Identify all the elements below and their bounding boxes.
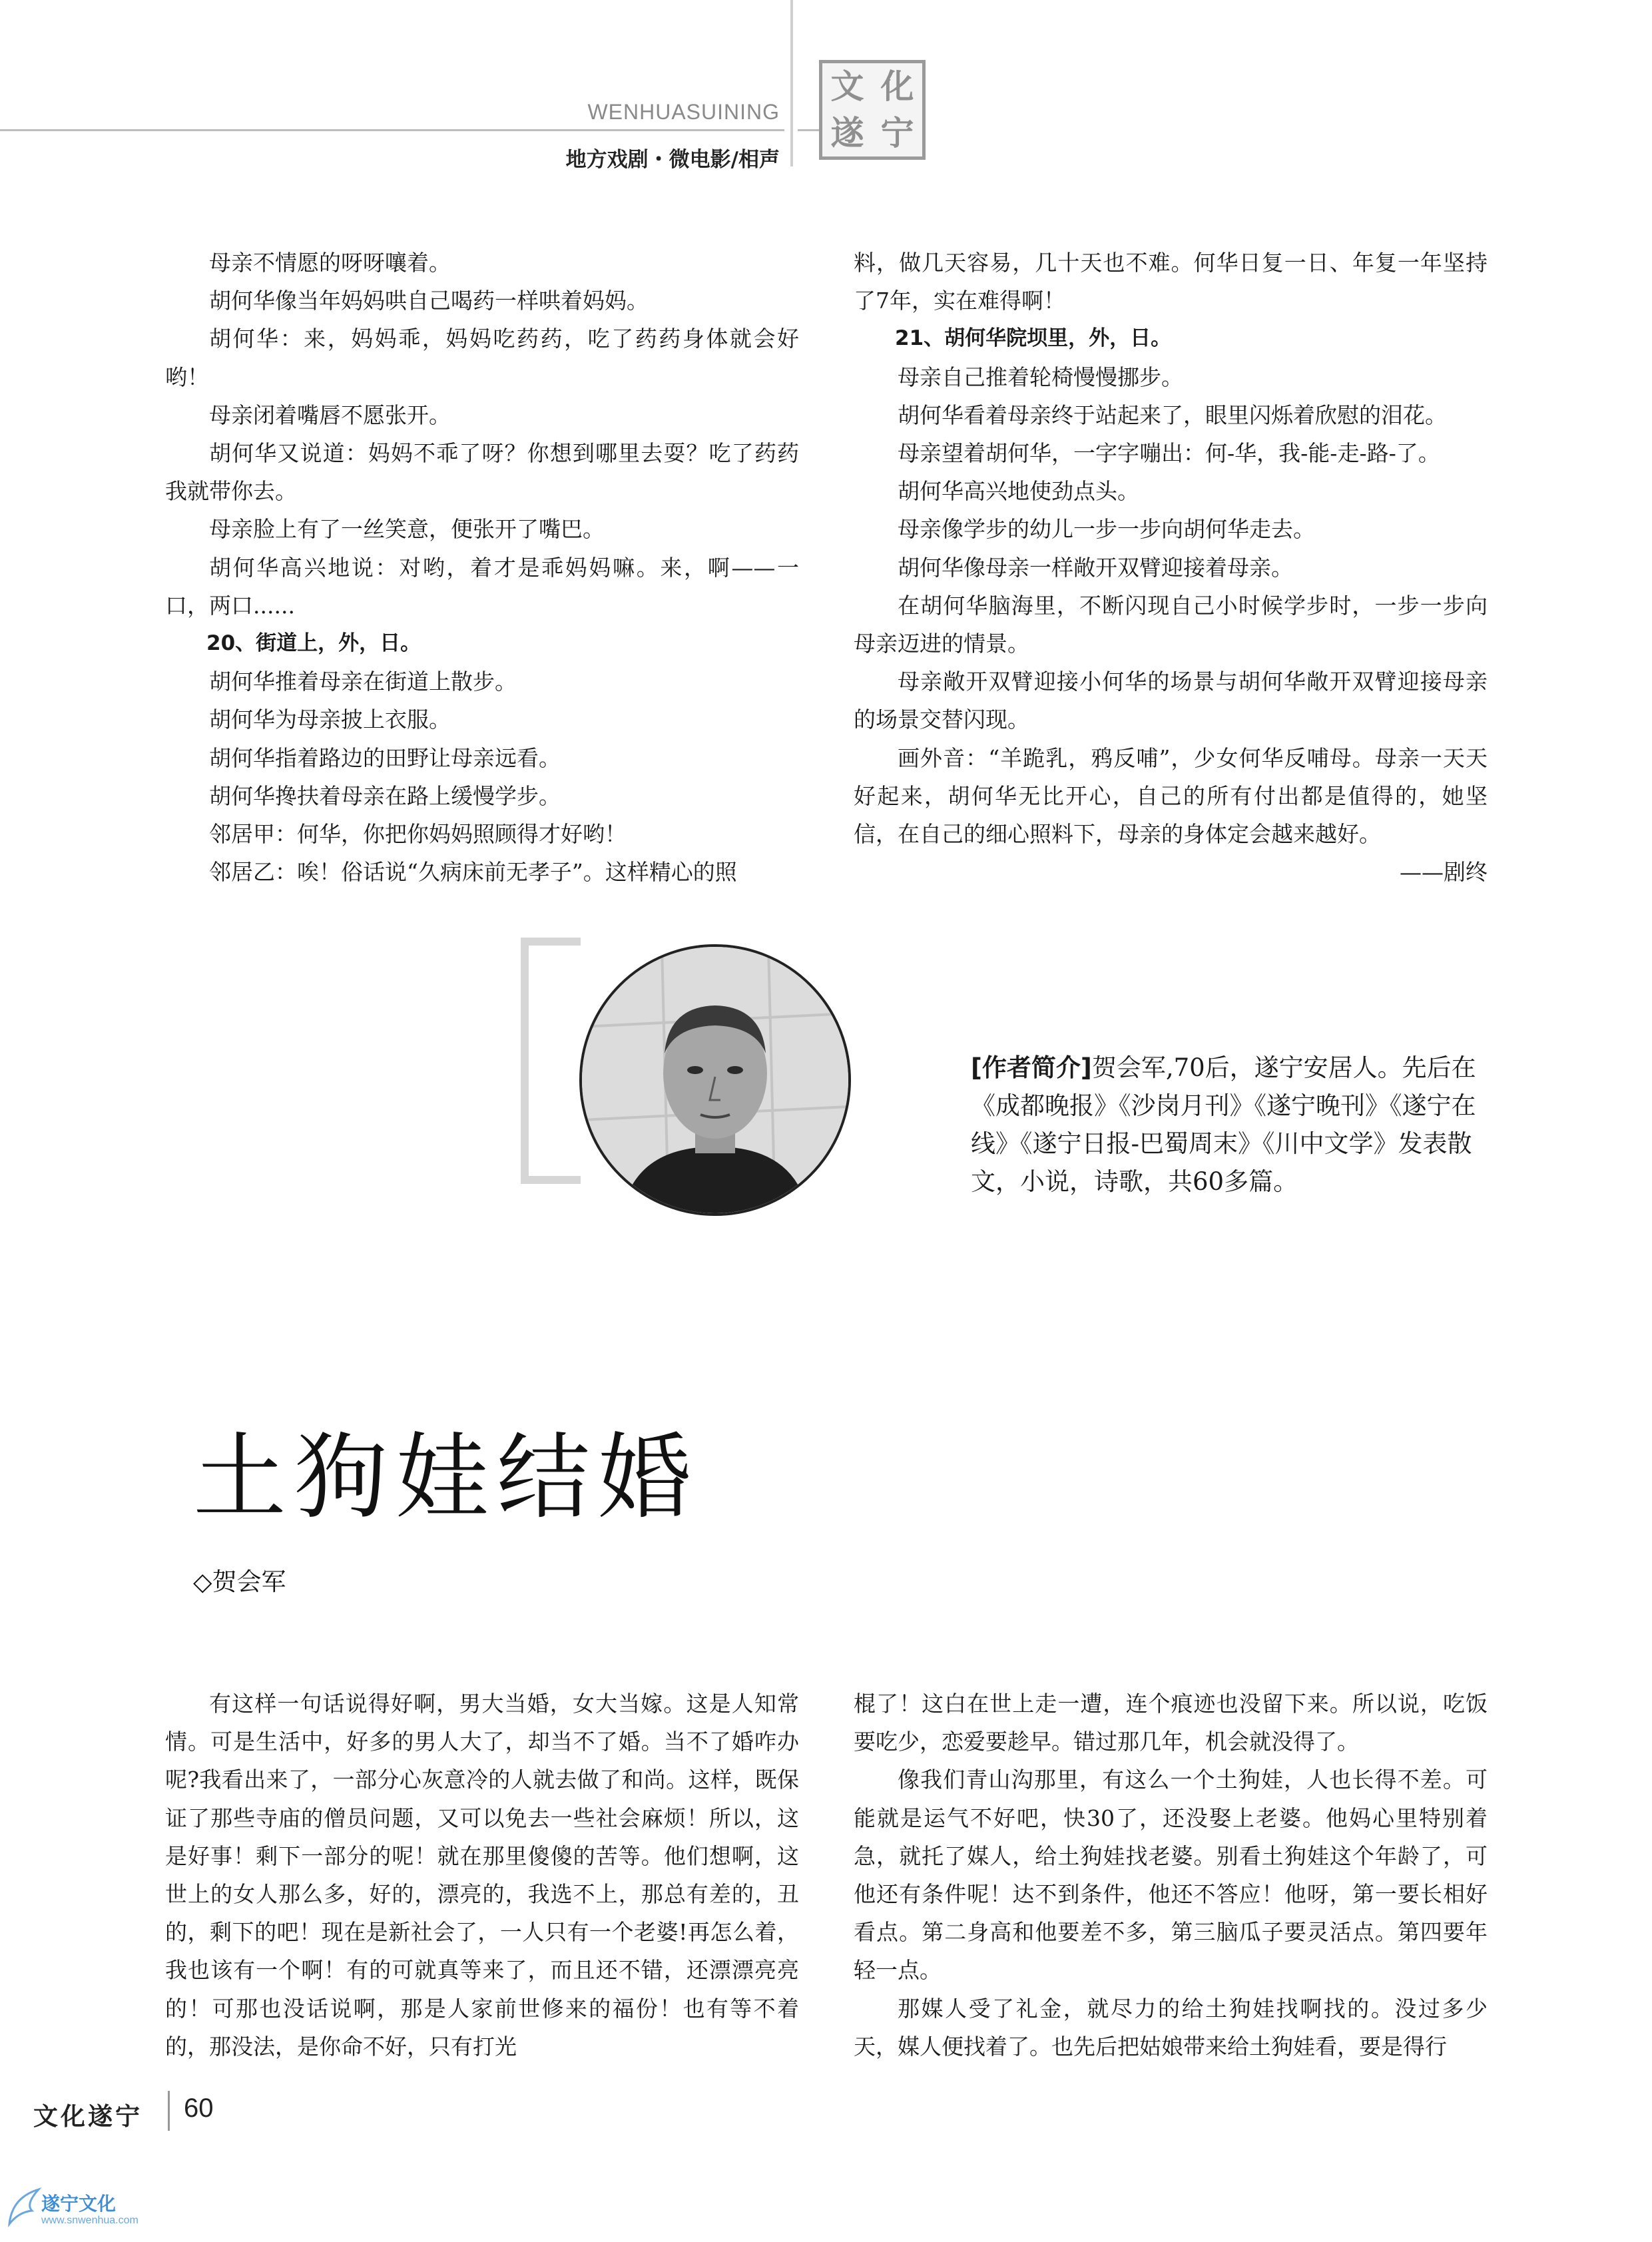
script-line: 胡何华像当年妈妈哄自己喝药一样哄着妈妈。 xyxy=(209,288,649,314)
page-number: 60 xyxy=(184,2094,214,2123)
bio-label: [作者简介] xyxy=(971,1053,1092,1082)
watermark-url: www.snwenhua.com xyxy=(41,2215,138,2226)
section-english-name: WENHUASUINING xyxy=(587,100,780,124)
script-line: 胡何华为母亲披上衣服。 xyxy=(209,706,451,733)
script-line: 胡何华：来，妈妈乖，妈妈吃药药，吃了药药身体就会好哟！ xyxy=(165,326,799,390)
script-line: 胡何华高兴地说：对哟，着才是乖妈妈嘛。来，啊——一口，两口...... xyxy=(165,554,799,619)
script-line: 母亲望着胡何华，一字字嘣出：何-华，我-能-走-路-了。 xyxy=(898,440,1440,467)
play-end-mark: ——剧终 xyxy=(1400,859,1488,886)
article-paragraph: 那媒人受了礼金，就尽力的给土狗娃找啊找的。没过多少天，媒人便找着了。也先后把姑娘带来给土狗娃看，要是得行 xyxy=(854,1995,1488,2060)
footer-magazine-name: 文化遂宁 xyxy=(33,2102,142,2131)
play-column-left xyxy=(165,244,799,891)
script-line: 母亲自己推着轮椅慢慢挪步。 xyxy=(898,364,1183,390)
article-byline: ◇贺会军 xyxy=(193,1567,286,1596)
logo-char: 化 xyxy=(880,67,914,106)
portrait-illustration xyxy=(582,947,848,1213)
script-line: 母亲像学步的幼儿一步一步向胡何华走去。 xyxy=(898,516,1315,543)
article-column-left xyxy=(165,1685,799,2066)
article-paragraph: 有这样一句话说得好啊，男大当婚，女大当嫁。这是人知常情。可是生活中，好多的男人大了，却当不了婚。当不了婚咋办呢?我看出来了，一部分心灰意冷的人就去做了和尚。这样，既保证了那些寺庙的僧员问题，又可以免去一些社会麻烦！所以，这是好事！剩下一部分的呢！就在那里傻傻的苦等。他们想啊，这世上的女人那么多，好的，漂亮的，我选不上，那总有差的，丑的，剩下的吧！现在是新社会了，一人只有一个老婆!再怎么着，我也该有一个啊！有的可就真等来了，而且还不错，还漂漂亮亮的！可那也没话说啊，那是人家前世修来的福份！也有等不着的，那没法，是你命不好，只有打光 xyxy=(165,1691,799,2060)
watermark-wing-icon xyxy=(5,2184,43,2231)
logo-char: 遂 xyxy=(830,113,864,152)
script-line: 母亲闭着嘴唇不愿张开。 xyxy=(209,402,451,428)
script-line: 邻居乙：唉！俗话说“久病床前无孝子”。这样精心的照 xyxy=(209,859,737,886)
script-line: 胡何华高兴地使劲点头。 xyxy=(898,478,1139,505)
script-line: 画外音：“羊跪乳，鸦反哺”，少女何华反哺母。母亲一天天好起来，胡何华无比开心，自己的所有付出都是值得的，她坚信，在自己的细心照料下，母亲的身体定会越来越好。 xyxy=(854,744,1488,848)
header-divider-vertical xyxy=(790,0,793,166)
scene-heading: 21、胡何华院坝里，外，日。 xyxy=(895,326,1172,351)
logo-char: 文 xyxy=(830,67,864,106)
watermark-name: 遂宁文化 xyxy=(41,2193,117,2215)
script-line: 胡何华搀扶着母亲在路上缓慢学步。 xyxy=(209,782,561,809)
script-line: 胡何华推着母亲在街道上散步。 xyxy=(209,669,517,695)
author-portrait xyxy=(579,944,851,1216)
script-line: 料，做几天容易，几十天也不难。何华日复一日、年复一年坚持了7年，实在难得啊！ xyxy=(854,250,1488,314)
script-line: 邻居甲：何华，你把你妈妈照顾得才好哟！ xyxy=(209,821,627,848)
script-line: 胡何华看着母亲终于站起来了，眼里闪烁着欣慰的泪花。 xyxy=(898,402,1447,428)
decorative-bracket xyxy=(521,938,581,1184)
script-line: 母亲不情愿的呀呀嚷着。 xyxy=(209,250,451,276)
script-line: 胡何华又说道：妈妈不乖了呀？你想到哪里去耍？吃了药药我就带你去。 xyxy=(165,440,799,505)
scene-heading: 20、街道上，外，日。 xyxy=(206,631,421,656)
article-paragraph: 棍了！这白在世上走一遭，连个痕迹也没留下来。所以说，吃饭要吃少，恋爱要趁早。错过那几年，机会就没得了。 xyxy=(854,1691,1488,1755)
script-line: 母亲敞开双臂迎接小何华的场景与胡何华敞开双臂迎接母亲的场景交替闪现。 xyxy=(854,669,1488,733)
header-rule xyxy=(0,129,784,131)
play-column-right xyxy=(854,244,1488,891)
logo-char: 宁 xyxy=(880,113,914,152)
section-categories: 地方戏剧・微电影/相声 xyxy=(565,148,780,172)
script-line: 在胡何华脑海里，不断闪现自己小时候学步时，一步一步向母亲迈进的情景。 xyxy=(854,592,1488,657)
script-line: 母亲脸上有了一丝笑意，便张开了嘴巴。 xyxy=(209,516,605,543)
script-line: 胡何华像母亲一样敞开双臂迎接着母亲。 xyxy=(898,554,1293,581)
article-paragraph: 像我们青山沟那里，有这么一个土狗娃，人也长得不差。可能就是运气不好吧，快30了，还没娶上老婆。他妈心里特别着急，就托了媒人，给土狗娃找老婆。别看土狗娃这个年龄了，可他还有条件呢！达不到条件，他还不答应！他呀，第一要长相好看点。第二身高和他要差不多，第三脑瓜子要灵活点。第四要年轻一点。 xyxy=(854,1767,1488,1984)
author-bio xyxy=(971,1049,1477,1201)
article-column-right xyxy=(854,1685,1488,2066)
magazine-seal-logo xyxy=(819,60,926,160)
bio-text: 贺会军,70后，遂宁安居人。先后在《成都晚报》《沙岗月刊》《遂宁晚刊》《遂宁在线》《遂宁日报-巴蜀周末》《川中文学》发表散文，小说，诗歌，共60多篇。 xyxy=(971,1053,1476,1196)
footer-divider xyxy=(168,2091,170,2131)
script-line: 胡何华指着路边的田野让母亲远看。 xyxy=(209,744,561,771)
article-title: 土狗娃结婚 xyxy=(193,1424,700,1532)
